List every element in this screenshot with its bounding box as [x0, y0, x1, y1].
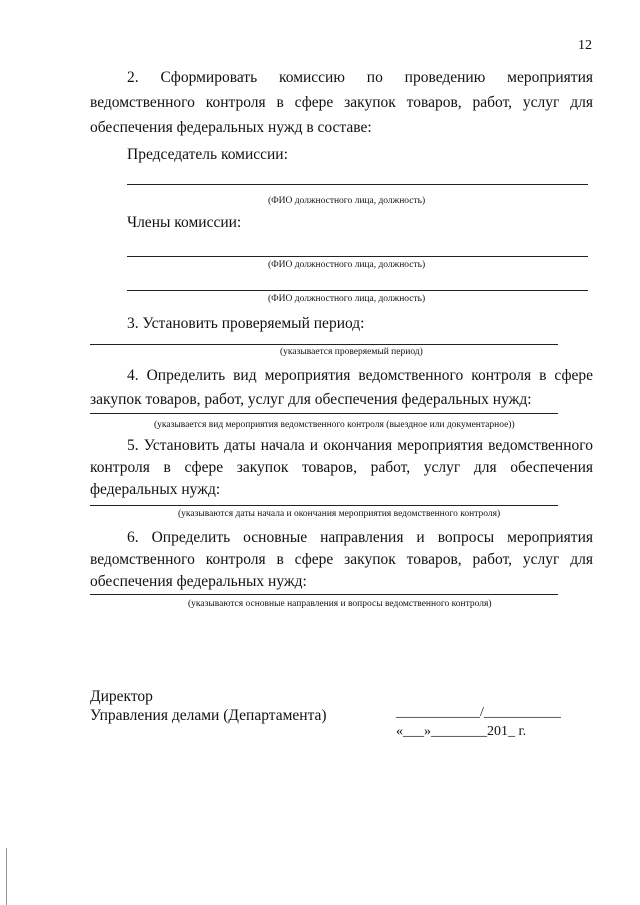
member2-caption: (ФИО должностного лица, должность) — [268, 294, 426, 304]
s6-fill-line[interactable] — [90, 594, 558, 595]
signature-title-2: Управления делами (Департамента) — [90, 707, 327, 724]
member1-caption: (ФИО должностного лица, должность) — [268, 260, 426, 270]
chair-fill-line[interactable] — [127, 184, 588, 185]
members-label: Члены комиссии: — [127, 214, 242, 231]
s4-fill-line[interactable] — [90, 413, 558, 414]
s5-line2: контроля в сфере закупок товаров, работ, услуг для обеспечения — [90, 459, 593, 476]
s3-fill-line[interactable] — [90, 344, 558, 345]
s4-caption: (указывается вид мероприятия ведомственного контроля (выездное или документарное)) — [154, 420, 515, 430]
scan-edge-mark — [6, 848, 7, 905]
s5-caption: (указываются даты начала и окончания мероприятия ведомственного контроля) — [178, 509, 501, 519]
s4-line2: закупок товаров, работ, услуг для обеспечения федеральных нужд: — [90, 391, 532, 408]
s2-line1: 2. Сформировать комиссию по проведению мероприятия — [127, 69, 593, 86]
s5-line1: 5. Установить даты начала и окончания мероприятия ведомственного — [127, 437, 593, 454]
signature-title-1: Директор — [90, 688, 153, 705]
s6-line2: ведомственного контроля в сфере закупок товаров, работ, услуг для — [90, 551, 593, 568]
s6-line3: обеспечения федеральных нужд: — [90, 573, 307, 590]
s3-caption: (указывается проверяемый период) — [280, 347, 423, 357]
member1-fill-line[interactable] — [127, 256, 588, 257]
signature-line[interactable]: ____________/___________ — [396, 705, 561, 720]
member2-fill-line[interactable] — [127, 290, 588, 291]
s3-line1: 3. Установить проверяемый период: — [127, 315, 365, 332]
s6-line1: 6. Определить основные направления и вопросы мероприятия — [127, 529, 593, 546]
signature-date[interactable]: «___»________201_ г. — [396, 724, 527, 739]
chair-label: Председатель комиссии: — [127, 146, 288, 163]
s6-caption: (указываются основные направления и вопросы ведомственного контроля) — [188, 599, 492, 609]
s5-line3: федеральных нужд: — [90, 481, 221, 498]
chair-caption: (ФИО должностного лица, должность) — [268, 196, 426, 206]
s4-line1: 4. Определить вид мероприятия ведомственного контроля в сфере — [127, 367, 593, 384]
s2-line3: обеспечения федеральных нужд в составе: — [90, 119, 372, 136]
s2-line2: ведомственного контроля в сфере закупок товаров, работ, услуг для — [90, 94, 593, 111]
page-number: 12 — [578, 38, 592, 53]
s5-fill-line[interactable] — [90, 505, 558, 506]
